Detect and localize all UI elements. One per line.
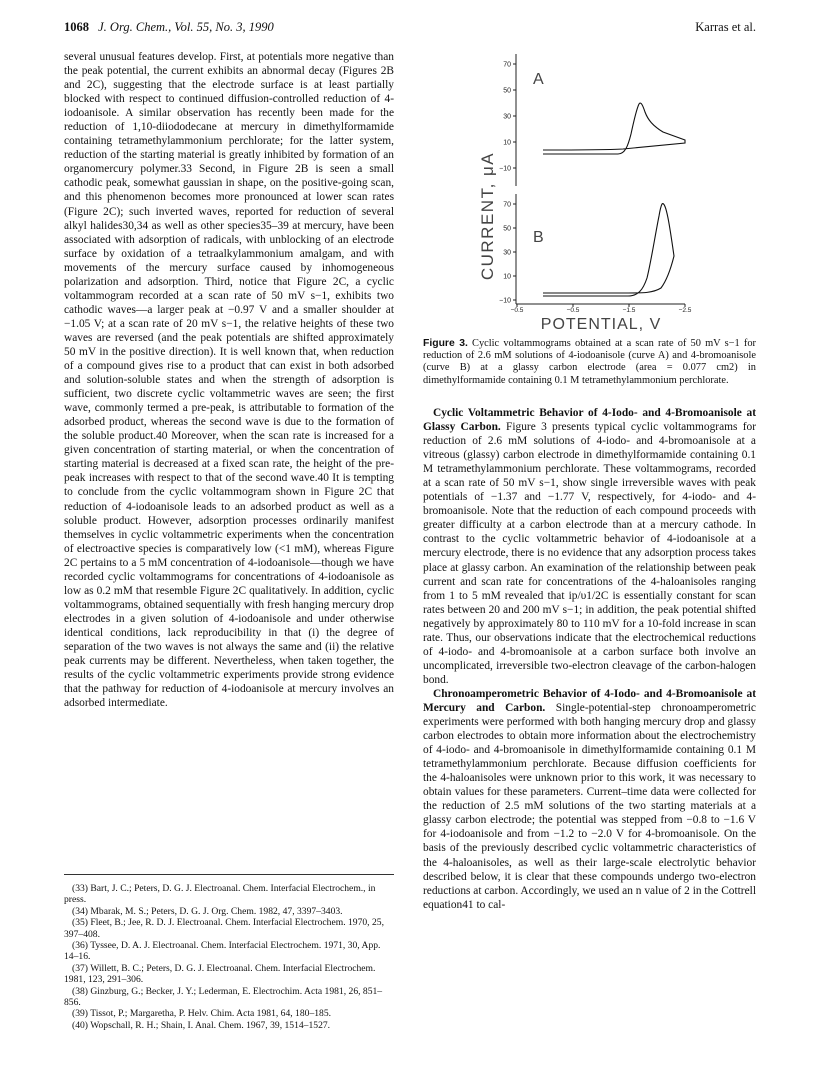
section-heading: Cyclic Voltammetric Behavior of 4-Iodo- and 4-Bromoanisole at Glassy Carbon. [423,407,756,434]
running-authors: Karras et al. [695,20,756,34]
page-header [64,20,756,40]
reference-38: (38) Ginzburg, G.; Becker, J. Y.; Lederman, E. Electrochim. Acta 1981, 26, 851–856. [64,985,383,1009]
curve-a [543,103,685,154]
page-number: 1068 [64,20,89,34]
y-axis-label: CURRENT, μA [478,151,497,281]
panel-b [499,194,692,314]
x-tick: −0.5 [510,307,524,314]
reference-37: (37) Willett, B. C.; Peters, D. G. J. Electroanal. Chem. Interfacial Electrochem. 1981, 123, 291–306. [64,962,376,986]
caption-label: Figure 3. [423,338,468,349]
reference-35: (35) Fleet, B.; Jee, R. D. J. Electroanal. Chem. Interfacial Electrochem. 1970, 25, 397–408. [64,917,384,940]
voltammogram-figure [423,46,756,332]
references [64,874,394,1031]
panel-a-tick: 50 [503,87,511,95]
section-cv-glassy-carbon [423,406,756,687]
figure-3 [423,46,756,332]
panel-a-tick: 30 [503,113,511,121]
x-tick: −1.5 [622,307,636,314]
reference-40: (40) Wopschall, R. H.; Shain, I. Anal. Chem. 1967, 39, 1514–1527. [72,1019,331,1031]
panel-b-label: B [533,229,544,246]
x-tick: −0.5 [566,307,580,314]
panel-b-tick: 30 [503,249,511,257]
panel-a [499,54,685,186]
panel-a-tick: 10 [503,139,511,147]
reference-39: (39) Tissot, P.; Margaretha, P. Helv. Chim. Acta 1981, 64, 180–185. [72,1008,332,1020]
x-axis-label: POTENTIAL, V [540,316,662,332]
panel-b-tick: 10 [503,273,511,281]
reference-36: (36) Tyssee, D. A. J. Electroanal. Chem. Interfacial Electrochem. 1971, 30, App. 14–16. [64,940,381,963]
x-tick: −2.5 [678,307,692,314]
panel-a-tick: 70 [503,61,511,69]
curve-b [543,204,674,296]
reference-34: (34) Mbarak, M. S.; Peters, D. G. J. Org. Chem. 1982, 47, 3397–3403. [72,905,343,917]
section-text: Single-potential-step chronoamperometric experiments were performed with both hanging mercury drop and glassy carbon electrodes to obtain more information about the electrochemistry of 4-iodo- and 4-bromoanisole in dimethylformamide containing 0.1 M tetramethylammonium perchlorate. Because diffusion coefficients for the 4-haloanisoles were unknown prior to this work, it was necessary to obtain values for these parameters. Current–time data were collected for the reduction of 2.5 mM solutions of the two starting materials at a glassy carbon electrode; the potential was stepped from −0.8 to −1.6 V for 4-iodoanisole and from −1.2 to −2.0 V for 4-bromoanisole. On the basis of the previously described cyclic voltammetric characteristics of the 4-haloanisoles, as well as their large-scale electrolytic behavior described below, it is clear that these compounds undergo two-electron reductions at carbon. Accordingly, we used an n value of 2 in the Cottrell equation41 to cal- [423,701,756,911]
figure-caption [423,338,756,387]
reference-33: (33) Bart, J. C.; Peters, D. G. J. Electroanal. Chem. Interfacial Electrochem., in press. [64,883,376,906]
section-heading: Chronoamperometric Behavior of 4-Iodo- and 4-Bromoanisole at Mercury and Carbon. [423,687,756,714]
panel-b-tick: −10 [499,297,511,305]
panel-a-label: A [533,71,544,88]
caption-text: Cyclic voltammograms obtained at a scan rate of 50 mV s−1 for reduction of 2.6 mM solutions of 4-iodoanisole (curve A) and 4-bromoanisole (curve B) at a glassy carbon electrode (area = 0.077 cm2) in dimethylformamide containing 0.1 M tetramethylammonium perchlorate. [423,338,757,386]
panel-b-tick: 50 [503,225,511,233]
right-column [423,406,756,912]
left-column-text: several unusual features develop. First, at potentials more negative than the peak potential, the current exhibits an abnormal decay (Figures 2B and 2C), suggesting that the electrode surface is at least partially blocked with respect to continued diffusion-controlled reduction of 4-iodoanisole. A similar observation has recently been made for the reduction of 1,10-diiododecane at mercury in dimethylformamide containing tetramethylammonium perchlorate; for the latter system, reduction of the starting material is greatly inhibited by formation of an organomercury polymer.33 Second, in Figure 2B is seen a small cathodic peak, somewhat gaussian in shape, on the positive-going scan, and this phenomenon becomes more pronounced at lower scan rates (Figure 2C); such inverted waves, reported for reduction of several alkyl halides30,34 as well as other species35–39 at mercury, have been associated with adsorption of radicals, with unblocking of an electrode surface by oxidation of a tetraalkylammonium amalgam, and with movements of the mercury surface caused by inhomogeneous polarization and adsorption. Third, notice that Figure 2C, a cyclic voltammogram recorded at a scan rate of 50 mV s−1, exhibits two cathodic waves—a larger peak at −0.97 V and a smaller shoulder at −1.05 V; at a scan rate of 20 mV s−1, the relative heights of these two waves are reversed (and the peak potentials are shifted approximately 50 mV in the positive direction). It is well known that, when reduction of a compound gives rise to a product that can exist in both adsorbed and solution-soluble states and when the strength of adsorption is sufficient, two discrete cyclic voltammetric waves are seen; the first wave, commonly termed a pre-peak, is attributable to formation of the adsorbed product, whereas the second wave is due to the formation of the soluble product.40 Moreover, when the scan rate is increased for a given concentration of starting material, or when the concentration of starting material is decreased at a fixed scan rate, the height of the pre-peak increases with respect to that of the second wave.40 It is tempting to conclude from the cyclic voltammogram shown in Figure 2C that reduction of 4-iodoanisole leads to an adsorbed product as well as a soluble product. However, adsorption processes ordinarily manifest themselves in cyclic voltammetric experiments when the concentration of electroactive species is comparatively low (<1 mM), whereas Figure 2C pertains to a 5 mM concentration of 4-iodoanisole—though we have recorded cyclic voltammograms for concentrations of 4-iodoanisole as low as 0.2 mM that resemble Figure 2C qualitatively. In addition, cyclic voltammograms, obtained sequentially with fresh hanging mercury drop electrodes in a given solution of 4-iodoanisole and under otherwise identical conditions, lack reproducibility in that (i) the degree of separation of the two waves is not always the same and (ii) the relative peak currents may be different. Nevertheless, when taken together, the results of the cyclic voltammetric experiments provide strong evidence that the pathway for reduction of 4-iodoanisole at mercury involves an adsorbed intermediate. [64,51,394,710]
section-chronoamperometry [423,687,756,912]
panel-b-tick: 70 [503,201,511,209]
left-column [64,50,394,710]
section-text: Figure 3 presents typical cyclic voltammograms for reduction of 2.6 mM solutions of 4-iodo- and 4-bromoanisole at a vitreous (glassy) carbon electrode in dimethylformamide containing 0.1 M tetramethylammonium perchlorate. These voltammograms, recorded at a scan rate of 50 mV s−1, show single irreversible waves with peak potentials of −1.37 and −1.77 V, respectively, for 4-iodo- and 4-bromoanisole. Note that the reduction of each compound proceeds with greater difficulty at a carbon electrode than at a mercury cathode. In contrast to the cyclic voltammetric behavior of 4-iodoanisole at a mercury electrode, there is no evidence that any adsorption process takes place at glassy carbon. An examination of the relationship between peak current and scan rate for concentrations of the 4-haloanisoles ranging from 1 to 5 mM revealed that ip/υ1/2C is essentially constant for scan rates between 20 and 200 mV s−1; in addition, the peak potential shifted negatively by approximately 80 to 110 mV for a 10-fold increase in scan rate. Thus, our observations indicate that the electrochemical reductions of 4-iodo- and 4-bromoanisole at a carbon surface both involve an uncomplicated, irreversible two-electron cleavage of the carbon-halogen bond. [423,421,756,686]
panel-a-tick: −10 [499,165,511,173]
journal-citation: J. Org. Chem., Vol. 55, No. 3, 1990 [98,20,274,34]
